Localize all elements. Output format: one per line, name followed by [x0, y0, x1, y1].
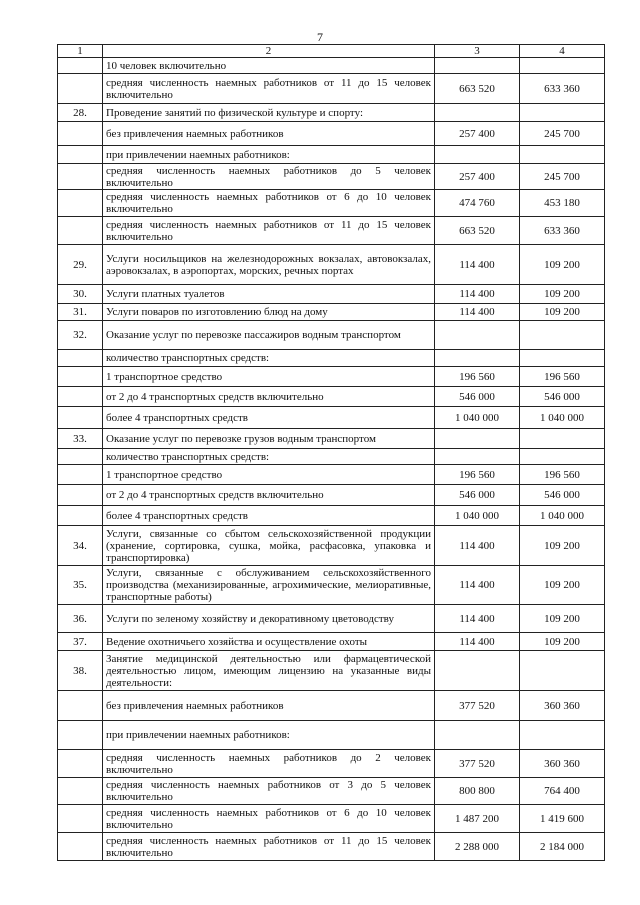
table-row: [58, 566, 605, 605]
row-description-cell: при привлечении наемных работников:: [103, 721, 435, 750]
row-description-cell: без привлечения наемных работников: [103, 122, 435, 146]
row-value-col4-cell: 109 200: [520, 605, 605, 633]
row-value-col3-cell: 546 000: [435, 387, 520, 407]
table-row: [58, 429, 605, 449]
row-value-col3-cell: 800 800: [435, 778, 520, 805]
row-number-cell: 38.: [58, 651, 103, 691]
row-description-cell: 10 человек включительно: [103, 58, 435, 74]
row-number-cell: [58, 122, 103, 146]
row-value-col3-cell: 114 400: [435, 566, 520, 605]
table-row: [58, 350, 605, 367]
row-number-cell: [58, 465, 103, 485]
row-value-col3-cell: [435, 429, 520, 449]
table-row: [58, 387, 605, 407]
row-description-cell: средняя численность наемных работников от 11 до 15 человек включительно: [103, 74, 435, 104]
table-row: [58, 805, 605, 833]
row-value-col4-cell: [520, 449, 605, 465]
row-value-col3-cell: 196 560: [435, 367, 520, 387]
row-number-cell: 32.: [58, 321, 103, 350]
row-description-cell: Ведение охотничьего хозяйства и осуществление охоты: [103, 633, 435, 651]
row-number-cell: [58, 367, 103, 387]
row-description-cell: количество транспортных средств:: [103, 449, 435, 465]
row-value-col3-cell: [435, 104, 520, 122]
row-description-cell: Услуги поваров по изготовлению блюд на дому: [103, 304, 435, 321]
row-value-col3-cell: 1 040 000: [435, 407, 520, 429]
table-row: [58, 146, 605, 164]
row-value-col3-cell: 474 760: [435, 190, 520, 217]
row-value-col3-cell: 114 400: [435, 633, 520, 651]
row-value-col4-cell: [520, 651, 605, 691]
row-value-col4-cell: 546 000: [520, 485, 605, 506]
row-value-col4-cell: [520, 104, 605, 122]
table-row: [58, 833, 605, 861]
row-value-col3-cell: [435, 146, 520, 164]
table-row: [58, 245, 605, 285]
row-description-cell: от 2 до 4 транспортных средств включительно: [103, 387, 435, 407]
row-description-cell: 1 транспортное средство: [103, 465, 435, 485]
table-row: [58, 58, 605, 74]
row-description-cell: Занятие медицинской деятельностью или фармацевтической деятельностью лицом, имеющим лицензию на указанные виды деятельности:: [103, 651, 435, 691]
row-value-col4-cell: 109 200: [520, 304, 605, 321]
row-value-col3-cell: 663 520: [435, 217, 520, 245]
row-number-cell: [58, 833, 103, 861]
row-value-col3-cell: 114 400: [435, 304, 520, 321]
row-value-col3-cell: [435, 321, 520, 350]
table-row: [58, 122, 605, 146]
row-value-col3-cell: 114 400: [435, 526, 520, 566]
row-value-col4-cell: 245 700: [520, 164, 605, 190]
row-value-col3-cell: 257 400: [435, 164, 520, 190]
row-description-cell: без привлечения наемных работников: [103, 691, 435, 721]
row-number-cell: [58, 485, 103, 506]
row-description-cell: средняя численность наемных работников от 11 до 15 человек включительно: [103, 217, 435, 245]
row-description-cell: более 4 транспортных средств: [103, 407, 435, 429]
row-number-cell: [58, 350, 103, 367]
table-row: [58, 367, 605, 387]
row-value-col4-cell: 546 000: [520, 387, 605, 407]
tariff-table: [57, 44, 605, 861]
row-value-col3-cell: 196 560: [435, 465, 520, 485]
row-value-col4-cell: 360 360: [520, 750, 605, 778]
row-value-col4-cell: [520, 721, 605, 750]
row-value-col3-cell: [435, 350, 520, 367]
table-row: [58, 321, 605, 350]
row-value-col4-cell: 453 180: [520, 190, 605, 217]
row-value-col4-cell: 245 700: [520, 122, 605, 146]
header-col-2: 2: [103, 45, 435, 58]
row-value-col4-cell: 196 560: [520, 465, 605, 485]
row-number-cell: [58, 691, 103, 721]
row-description-cell: Оказание услуг по перевозке пассажиров водным транспортом: [103, 321, 435, 350]
row-description-cell: Услуги по зеленому хозяйству и декоративному цветоводству: [103, 605, 435, 633]
table-row: [58, 691, 605, 721]
row-value-col4-cell: 360 360: [520, 691, 605, 721]
row-number-cell: 34.: [58, 526, 103, 566]
row-description-cell: Услуги носильщиков на железнодорожных вокзалах, автовокзалах, аэровокзалах, в аэропортах, морских, речных портах: [103, 245, 435, 285]
table-row: [58, 778, 605, 805]
row-number-cell: 28.: [58, 104, 103, 122]
row-value-col3-cell: 114 400: [435, 245, 520, 285]
table-row: [58, 74, 605, 104]
row-value-col4-cell: 109 200: [520, 633, 605, 651]
table-row: [58, 104, 605, 122]
row-value-col3-cell: [435, 721, 520, 750]
page-number: 7: [317, 30, 323, 44]
row-value-col4-cell: 1 419 600: [520, 805, 605, 833]
row-value-col3-cell: [435, 449, 520, 465]
row-description-cell: Проведение занятий по физической культуре и спорту:: [103, 104, 435, 122]
row-description-cell: при привлечении наемных работников:: [103, 146, 435, 164]
row-number-cell: [58, 506, 103, 526]
row-value-col4-cell: 1 040 000: [520, 407, 605, 429]
row-value-col4-cell: 633 360: [520, 74, 605, 104]
row-value-col3-cell: [435, 651, 520, 691]
row-number-cell: 37.: [58, 633, 103, 651]
row-description-cell: 1 транспортное средство: [103, 367, 435, 387]
table-row: [58, 633, 605, 651]
row-number-cell: [58, 164, 103, 190]
row-description-cell: от 2 до 4 транспортных средств включительно: [103, 485, 435, 506]
row-number-cell: [58, 217, 103, 245]
row-value-col4-cell: 1 040 000: [520, 506, 605, 526]
row-number-cell: [58, 449, 103, 465]
table-row: [58, 750, 605, 778]
row-value-col4-cell: [520, 146, 605, 164]
table-row: [58, 485, 605, 506]
header-col-3: 3: [435, 45, 520, 58]
table-row: [58, 465, 605, 485]
row-description-cell: Оказание услуг по перевозке грузов водным транспортом: [103, 429, 435, 449]
table-row: [58, 407, 605, 429]
row-number-cell: 29.: [58, 245, 103, 285]
row-number-cell: [58, 778, 103, 805]
row-value-col3-cell: 377 520: [435, 750, 520, 778]
row-description-cell: Услуги, связанные со сбытом сельскохозяйственной продукции (хранение, сортировка, сушка, мойка, расфасовка, упаковка и транспортировка): [103, 526, 435, 566]
row-value-col4-cell: 764 400: [520, 778, 605, 805]
row-value-col3-cell: 546 000: [435, 485, 520, 506]
row-number-cell: [58, 146, 103, 164]
table-header-row: [58, 45, 605, 58]
table-row: [58, 217, 605, 245]
row-value-col3-cell: 663 520: [435, 74, 520, 104]
row-description-cell: средняя численность наемных работников от 6 до 10 человек включительно: [103, 805, 435, 833]
row-value-col4-cell: 109 200: [520, 566, 605, 605]
row-value-col4-cell: 196 560: [520, 367, 605, 387]
row-value-col4-cell: 109 200: [520, 285, 605, 304]
row-description-cell: средняя численность наемных работников до 5 человек включительно: [103, 164, 435, 190]
row-value-col3-cell: 114 400: [435, 285, 520, 304]
row-value-col3-cell: 114 400: [435, 605, 520, 633]
row-number-cell: [58, 190, 103, 217]
row-value-col3-cell: 1 487 200: [435, 805, 520, 833]
table-row: [58, 651, 605, 691]
row-number-cell: [58, 74, 103, 104]
row-value-col4-cell: [520, 429, 605, 449]
row-number-cell: [58, 805, 103, 833]
row-description-cell: количество транспортных средств:: [103, 350, 435, 367]
table-row: [58, 190, 605, 217]
row-description-cell: средняя численность наемных работников от 11 до 15 человек включительно: [103, 833, 435, 861]
row-value-col4-cell: [520, 58, 605, 74]
row-value-col4-cell: 109 200: [520, 526, 605, 566]
row-description-cell: Услуги, связанные с обслуживанием сельскохозяйственного производства (механизированные, агрохимические, мелиоративные, транспортные работы): [103, 566, 435, 605]
row-number-cell: 31.: [58, 304, 103, 321]
row-value-col3-cell: 1 040 000: [435, 506, 520, 526]
row-number-cell: [58, 721, 103, 750]
row-value-col4-cell: [520, 321, 605, 350]
table-row: [58, 164, 605, 190]
row-value-col4-cell: 109 200: [520, 245, 605, 285]
row-number-cell: [58, 407, 103, 429]
row-description-cell: средняя численность наемных работников от 3 до 5 человек включительно: [103, 778, 435, 805]
row-value-col3-cell: 377 520: [435, 691, 520, 721]
table-body: [58, 45, 605, 861]
row-description-cell: средняя численность наемных работников от 6 до 10 человек включительно: [103, 190, 435, 217]
row-description-cell: средняя численность наемных работников до 2 человек включительно: [103, 750, 435, 778]
table-row: [58, 605, 605, 633]
row-number-cell: [58, 750, 103, 778]
row-value-col4-cell: [520, 350, 605, 367]
row-number-cell: 30.: [58, 285, 103, 304]
row-value-col3-cell: 257 400: [435, 122, 520, 146]
table-row: [58, 526, 605, 566]
table-row: [58, 304, 605, 321]
row-value-col4-cell: 2 184 000: [520, 833, 605, 861]
table-row: [58, 721, 605, 750]
row-number-cell: 33.: [58, 429, 103, 449]
row-number-cell: 36.: [58, 605, 103, 633]
row-description-cell: более 4 транспортных средств: [103, 506, 435, 526]
row-number-cell: [58, 387, 103, 407]
table-row: [58, 285, 605, 304]
row-value-col3-cell: 2 288 000: [435, 833, 520, 861]
row-description-cell: Услуги платных туалетов: [103, 285, 435, 304]
row-value-col4-cell: 633 360: [520, 217, 605, 245]
table-row: [58, 449, 605, 465]
header-col-4: 4: [520, 45, 605, 58]
table-row: [58, 506, 605, 526]
row-number-cell: 35.: [58, 566, 103, 605]
row-value-col3-cell: [435, 58, 520, 74]
header-col-1: 1: [58, 45, 103, 58]
row-number-cell: [58, 58, 103, 74]
